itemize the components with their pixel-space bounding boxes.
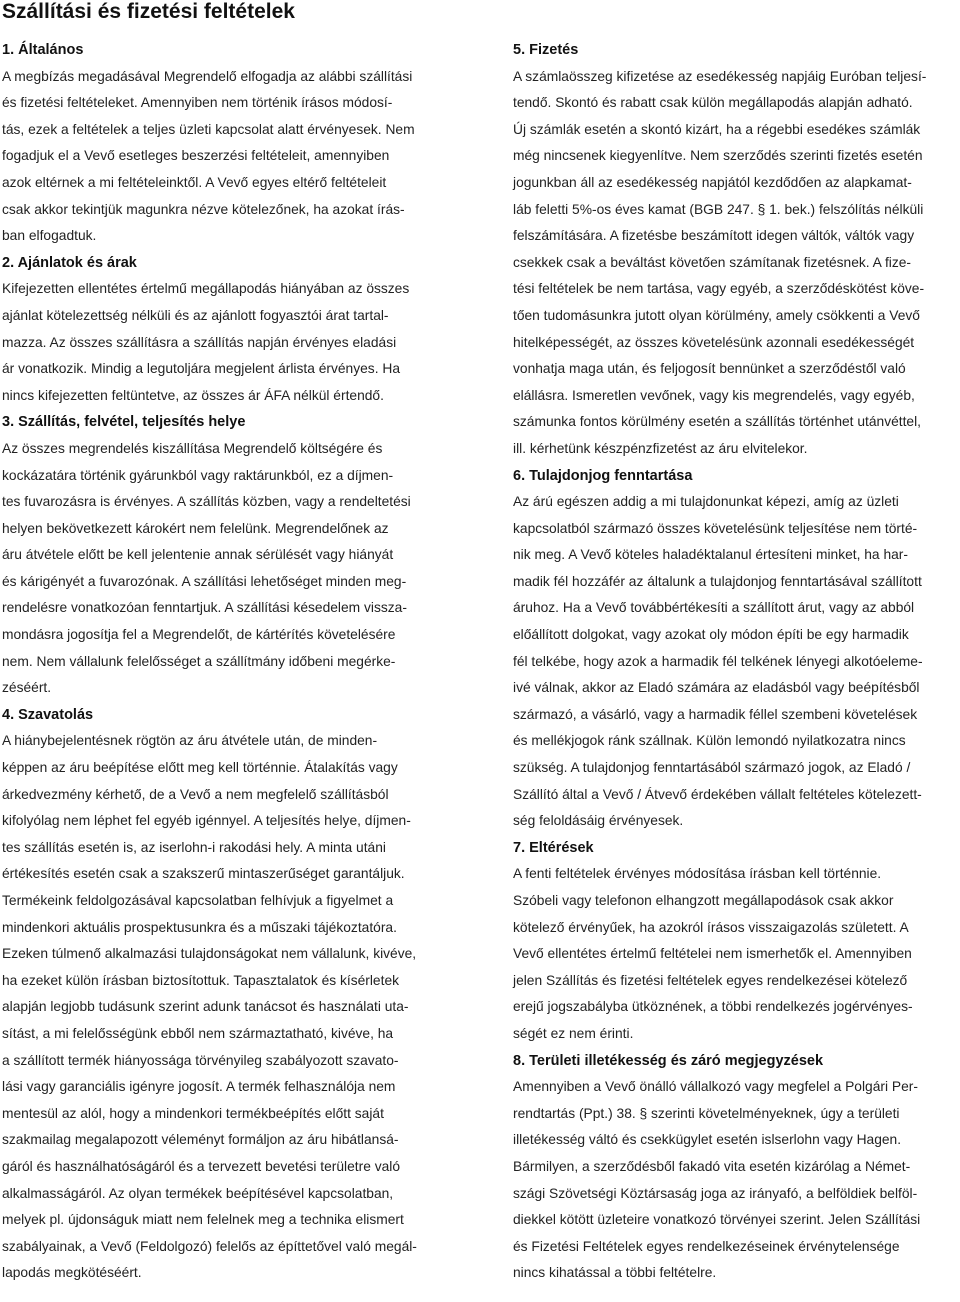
section-text: Az összes megrendelés kiszállítása Megrendelő költségére és kockázatára történik gyárunkból vagy raktárunkból, ez a díjmen- tes fuvarozásra is érvényes. A szállítás közben, vagy a rendeltetési helyen bekövetkezett károkért nem felelünk. Megrendelőnek az áru átvétele előtt be kell jelentenie annak sérülését vagy hiányát és kárigényét a fuvarozónak. A szállítási lehetőséget minden meg- rendelésre vonatkozóan fenntartjuk. A szállítási késedelem vissza- mondásra jogosítja fel a Megrendelőt, de kártérítés követelésére nem. Nem vállalunk felelősséget a szállítmány időbeni megérke- zéséért. — [2, 440, 411, 696]
section-general — [2, 37, 450, 250]
right-column — [513, 37, 958, 1287]
section-text: Amennyiben a Vevő önálló vállalkozó vagy megfelel a Polgári Per- rendtartás (Ppt.) 38. § szerinti követelményeknek, úgy a területi illetékesség váltó és csekkügylet esetén islserlohn vagy Hagen. Bármilyen, a szerződésből fakadó vita esetén kizárólag a Német- szági Szövetségi Köztársaság joga az irányafó, a belföldiek belföl- diekkel kötött üzleteire vonatkozó törvényei szerint. Jelen Szállítási és Fizetési Feltételek egyes rendelkezéseinek érvénytelensége nincs kihatással a többi feltételre. — [513, 1079, 921, 1281]
section-heading: 2. Ajánlatok és árak — [2, 254, 137, 271]
section-heading: 1. Általános — [2, 42, 84, 58]
section-heading: 4. Szavatolás — [2, 706, 94, 723]
section-text: A megbízás megadásával Megrendelő elfogadja az alábbi szállítási és fizetési feltételeket. Amennyiben nem történik írásos módosí- tás, ezek a feltételek a teljes üzleti kapcsolat alatt érvényesek. Nem fogadjuk el a Vevő esetleges beszerzési feltételeit, amennyiben azok eltérnek a mi feltételeinktől. A Vevő egyes eltérő feltételeit csak akkor tekintjük magunkra nézve kötelezőnek, ha azokat írás- ban elfogadtuk. — [2, 68, 415, 244]
section-text: A fenti feltételek érvényes módosítása írásban kell történnie. Szóbeli vagy telefonon elhangzott megállapodások csak akkor kötelező érvényűek, ha azokról írásos visszaigazolás született. A Vevő ellentétes értelmű feltételei nem ismerhetők el. Amennyiben jelen Szállítás és fizetési feltételek egyes rendelkezései kötelező erejű jogszabályba ütköznének, a többi rendelkezés jogérvényes- ségét ez nem érinti. — [513, 866, 913, 1041]
section-heading: 5. Fizetés — [513, 42, 579, 58]
page-title: Szállítási és fizetési feltételek — [2, 0, 295, 23]
section-heading: 7. Eltérések — [513, 839, 594, 856]
section-warranty — [2, 702, 450, 1287]
section-text: A számlaösszeg kifizetése az esedékesség napjáig Euróban teljesí- tendő. Skontó és rabatt csak külön megállapodás alapján adható. Új számlák esetén a skontó kizárt, ha a régebbi esedékes számlák még nincsenek kiegyenlítve. Nem szerződés szerinti fizetés esetén jogunkban áll az esedékesség napjától kezdődően az alapkamat- láb feletti 5%-os éves kamat (BGB 247. § 1. bek.) felszólítás nélküli felszámítására. A fizetésbe beszámított idegen váltók, váltók vagy csekkek csak a beváltást követően számítanak fizetésnek. A fize- tési feltételek be nem tartása, vagy egyéb, a szerződéskötést köve- tően tudomásunkra jutott olyan körülmény, amely csökkenti a Vevő hitelképességét, az összes követelésünk azonnali esedékességét vonhatja maga után, és feljogosít bennünket a szerződéstől való elállásra. Ismeretlen vevőnek, vagy kis megrendelés, vagy egyéb, számunka fontos körülmény esetén a szállítás történhet utánvéttel, ill. kérhetünk készpénzfizetést az áru elvitelekor. — [513, 68, 927, 456]
section-delivery — [2, 409, 450, 702]
section-heading: 3. Szállítás, felvétel, teljesítés helye — [2, 414, 246, 431]
section-payment — [513, 37, 958, 463]
section-text: A hiánybejelentésnek rögtön az áru átvétele után, de minden- képpen az áru beépítése előtt meg kell történnie. Átalakítás vagy árkedvezmény kérhető, de a Vevő a nem megfelelő szállításból kifolyólag nem léphet fel egyéb igénnyel. A teljesítés helye, díjmen- tes szállítás esetén is, az iserlohn-i rakodási hely. A minta utáni értékesítés esetén csak a szakszerű mintaszerűséget garantáljuk. Termékeink feldolgozásával kapcsolatban felhívjuk a figyelmet a mindenkori aktuális prospektusunkra és a műszaki tájékoztatóra. Ezeken túlmenő alkalmazási tulajdonságokat nem vállalunk, kivéve, ha ezeket külön írásban biztosítottuk. Tapasztalatok és kísérletek alapján legjobb tudásunk szerint adunk tanácsot és használati uta- sítást, a mi felelősségünk ebből nem származtatható, kivéve, ha a szállított termék hiányossága törvényileg szabályozott szavato- lási vagy garanciális igényre jogosít. A termék felhasználója nem mentesül az alól, hogy a mindenkori termékbeépítés előtt saját szakmailag megalapozott véleményt formáljon az áru hibátlansá- gáról és használhatóságáról és a tervezett bevetési területre való alkalmasságáról. Az olyan termékek beépítésével kapcsolatban, melyek pl. újdonságuk miatt nem felelnek meg a technika elismert szabályainak, a Vevő (Feldolgozó) felelős az építtetővel való megál- lapodás megkötéséért. — [2, 733, 417, 1281]
section-offers-prices — [2, 250, 450, 410]
section-heading: 6. Tulajdonjog fenntartása — [513, 467, 693, 484]
section-deviations — [513, 835, 958, 1048]
section-jurisdiction — [513, 1048, 958, 1287]
section-heading: 8. Területi illetékesség és záró megjegyzések — [513, 1052, 824, 1069]
section-retention-of-title — [513, 463, 958, 835]
section-text: Az árú egészen addig a mi tulajdonunkat képezi, amíg az üzleti kapcsolatból származó összes követelésünk teljesítése nem törté- nik meg. A Vevő köteles haladéktalanul értesíteni minket, ha har- madik fél hozzáfér az általunk a tulajdonjog fenntartásával szállított áruhoz. Ha a Vevő továbbértékesíti a szállított árut, vagy az abból előállított dolgokat, vagy azokat oly módon építi be egy harmadik fél telkébe, hogy azok a harmadik fél telkének lényegi alkotóeleme- ivé válnak, akkor az Eladó számára az eladásból vagy beépítésből származó, a vásárló, vagy a harmadik féllel szembeni követelések és mellékjogok ránk szállnak. Külön lemondó nyilatkozatra nincs szükség. A tulajdonjog fenntartásából származó jogok, az Eladó / Szállító által a Vevő / Átvevő érdekében vállalt feltételes kötelezett- ség feloldásáig érvényesek. — [513, 494, 923, 829]
left-column — [2, 37, 450, 1287]
section-text: Kifejezetten ellentétes értelmű megállapodás hiányában az összes ajánlat kötelezettség nélküli és az ajánlott fogyasztói árat tartal- mazza. Az összes szállításra a szállítás napján érvényes eladási ár vonatkozik. Mindig a legutoljára megjelent árlista érvényes. Ha nincs kifejezetten feltüntetve, az összes ár ÁFA nélkül értendő. — [2, 281, 410, 403]
